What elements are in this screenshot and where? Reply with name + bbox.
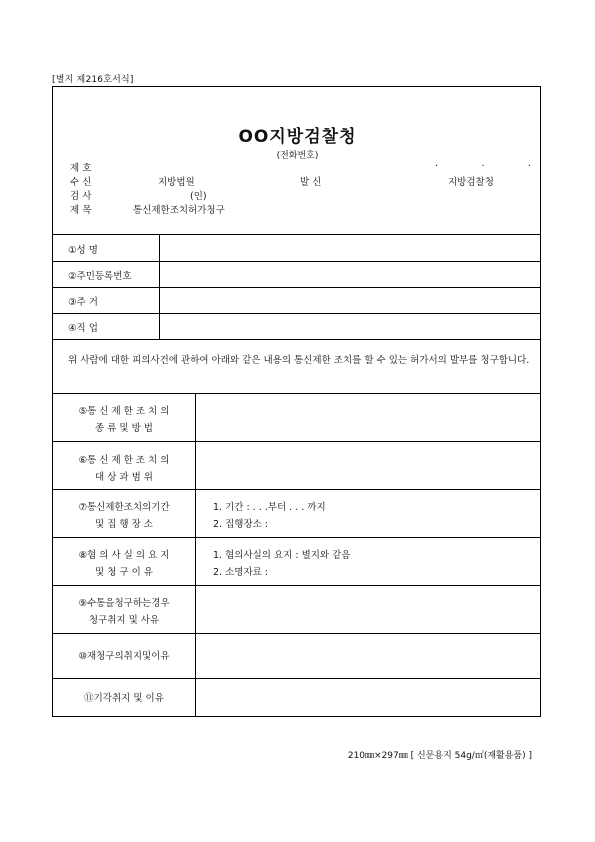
section-5-label: ⑤통 신 제 한 조 치 의 종 류 및 방 법	[78, 406, 170, 434]
form-number-label: [별지 제216호서식]	[52, 75, 134, 85]
section-7-value[interactable]	[213, 499, 326, 533]
section-7-label: ⑦통신제한조치의기간 및 집 행 장 소	[78, 502, 170, 530]
prosecutor-label: 검 사	[70, 191, 92, 202]
subject-value: 통신제한조치허가청구	[133, 205, 225, 216]
occupation-field-value[interactable]	[160, 314, 540, 339]
resident-number-field-label: ②주민등록번호	[68, 271, 132, 282]
resident-number-field-value[interactable]	[160, 262, 540, 287]
section-9-label: ⑨수통을청구하는경우 청구취지 및 사유	[78, 598, 170, 626]
subject-label: 제 목	[70, 205, 92, 216]
section-6-label: ⑥통 신 제 한 조 치 의 대 상 과 범 위	[78, 455, 170, 483]
period-line: 1. 기간 : . . .부터 . . . 까지	[213, 502, 326, 513]
section-11-label: ⑪기각취지 및 이유	[84, 693, 164, 704]
recipient-label: 수 신	[70, 177, 92, 188]
name-field-value[interactable]	[160, 235, 540, 260]
request-paragraph: 위 사람에 대한 피의사건에 관하여 아래와 같은 내용의 통신제한 조치를 할 수 있는 허가서의 발부를 청구합니다.	[68, 355, 530, 366]
occupation-field-label: ④직 업	[68, 323, 98, 334]
address-field-label: ③주 거	[68, 297, 98, 308]
suspicion-summary-line: 1. 혐의사실의 요지 : 별지와 같음	[213, 550, 351, 561]
name-field-label: ①성 명	[68, 245, 98, 256]
document-number-label: 제 호	[70, 163, 92, 174]
execution-place-line: 2. 집행장소 :	[213, 519, 269, 530]
date-dots: . . .	[435, 158, 551, 169]
seal-mark: (인)	[190, 191, 207, 202]
sender-value: 지방검찰청	[448, 177, 494, 188]
evidence-line: 2. 소명자료 :	[213, 567, 269, 578]
section-10-label: ⑩재청구의취지및이유	[78, 651, 170, 662]
paper-spec-footer: 210㎜×297㎜ [ 신문용지 54g/㎡(재활용품) ]	[347, 751, 532, 761]
document-title: OO지방검찰청	[238, 127, 357, 147]
recipient-value: 지방법원	[158, 177, 195, 188]
phone-number-label: (전화번호)	[276, 151, 319, 161]
section-8-value[interactable]	[213, 547, 351, 581]
address-field-value[interactable]	[160, 288, 540, 313]
section-8-label: ⑧혐 의 사 실 의 요 지 및 청 구 이 유	[78, 550, 170, 578]
sender-label: 발 신	[300, 177, 322, 188]
